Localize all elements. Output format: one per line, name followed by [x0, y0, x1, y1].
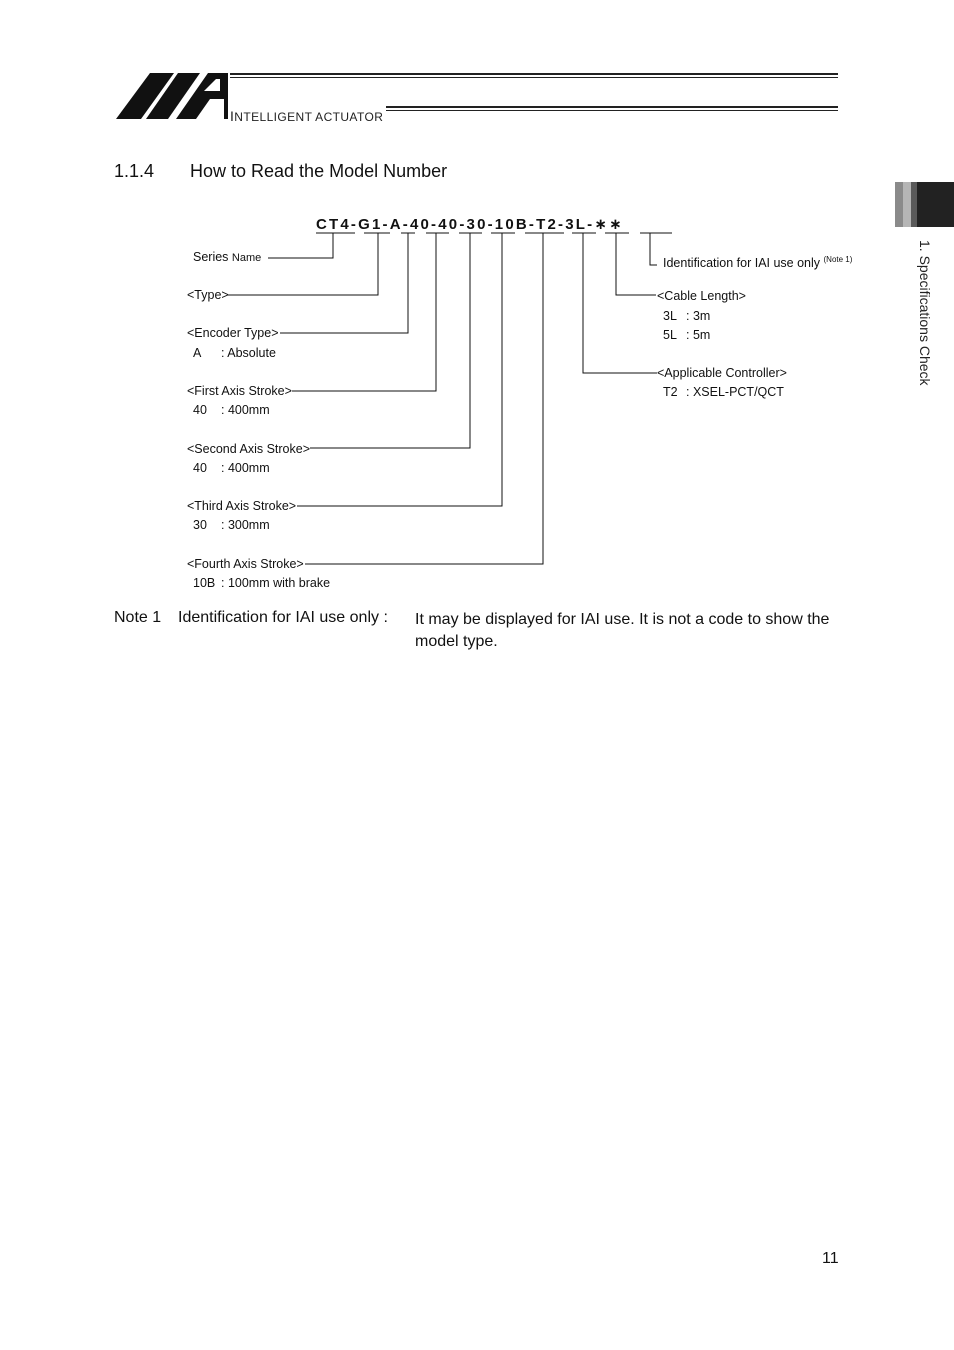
encoder-value: : Absolute	[221, 346, 276, 360]
iai-logo-mark	[116, 70, 840, 126]
first-axis-value: : 400mm	[221, 403, 270, 417]
cable-5l-value: : 5m	[686, 328, 711, 342]
first-axis-label: <First Axis Stroke>	[187, 384, 292, 398]
fourth-axis-label: <Fourth Axis Stroke>	[187, 557, 304, 571]
cable-length-label: <Cable Length>	[657, 289, 746, 303]
third-axis-label: <Third Axis Stroke>	[187, 499, 297, 513]
first-axis-code: 40	[193, 403, 207, 417]
controller-value: : XSEL-PCT/QCT	[686, 385, 784, 399]
note-reference: (Note 1)	[823, 255, 853, 264]
iai-logo	[116, 70, 840, 126]
header-rule-bottom-2	[386, 110, 838, 111]
encoder-type-label: <Encoder Type>	[187, 326, 279, 340]
model-code: CT4-G1-A-40-40-30-10B-T2-3L-∗∗	[316, 216, 624, 233]
second-axis-value: : 400mm	[221, 461, 270, 475]
encoder-code: A	[193, 346, 202, 360]
section-title: How to Read the Model Number	[190, 161, 448, 181]
note-term: Identification for IAI use only :	[178, 609, 388, 626]
note-1	[114, 609, 388, 627]
note-text: It may be displayed for IAI use. It is not a code to show the model type.	[415, 611, 830, 650]
third-axis-value: : 300mm	[221, 518, 270, 532]
cable-5l-code: 5L	[663, 328, 677, 342]
controller-label: <Applicable Controller>	[657, 366, 787, 380]
cable-3l-code: 3L	[663, 309, 677, 323]
page-number: 11	[822, 1250, 839, 1267]
cable-3l-value: : 3m	[686, 309, 711, 323]
section-number: 1.1.4	[114, 161, 155, 181]
side-tab-label: 1. Specifications Check	[917, 240, 933, 386]
fourth-axis-code: 10B	[193, 576, 216, 590]
section-heading	[114, 161, 447, 182]
series-label: Series Name	[193, 250, 262, 264]
type-label: <Type>	[187, 288, 229, 302]
side-tab-marker	[895, 182, 954, 227]
brand-text: INTELLIGENT ACTUATOR	[230, 108, 384, 124]
note-label: Note 1	[114, 609, 162, 626]
second-axis-label: <Second Axis Stroke>	[187, 442, 310, 456]
fourth-axis-value: : 100mm with brake	[221, 576, 331, 590]
controller-code: T2	[663, 385, 678, 399]
header-rule-top-2	[230, 77, 838, 78]
second-axis-code: 40	[193, 461, 207, 475]
identification-label: Identification for IAI use only $^{(Note 1)}$	[663, 255, 853, 270]
header-rule-bottom-1	[386, 106, 838, 108]
header-rule-top-1	[230, 73, 838, 75]
third-axis-code: 30	[193, 518, 207, 532]
